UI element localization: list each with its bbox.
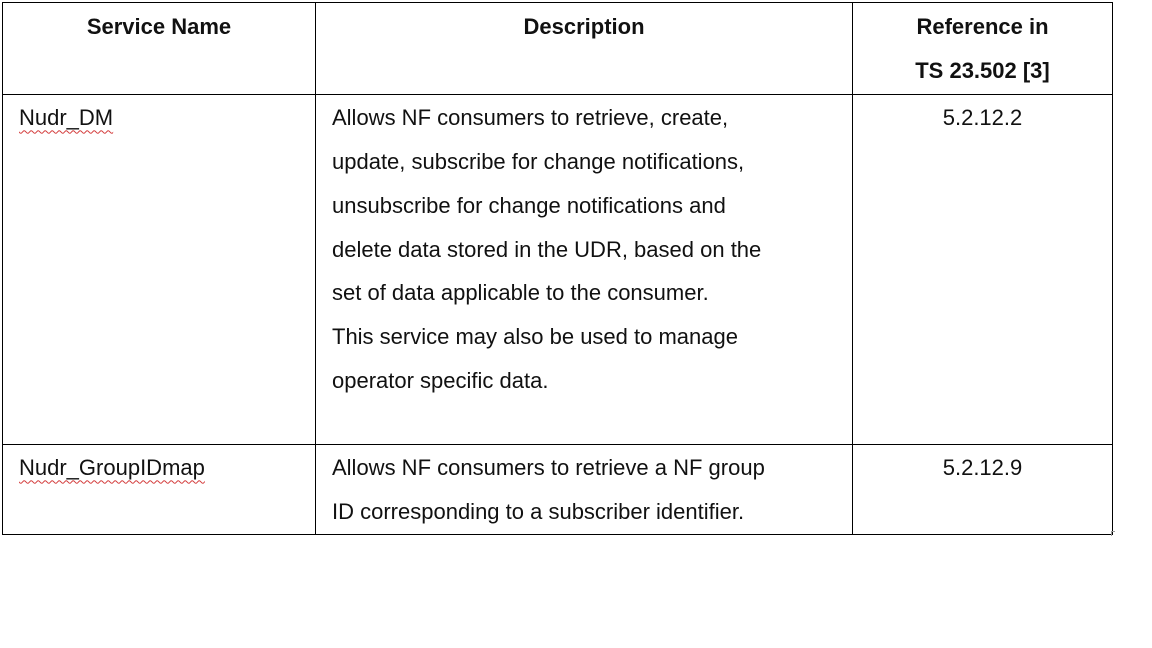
description-line: update, subscribe for change notifications,: [332, 149, 745, 175]
table-row: [3, 445, 1113, 534]
reference-cell: 5.2.12.2: [853, 95, 1113, 445]
header-description: Description: [316, 3, 853, 95]
service-name: Nudr_DM: [19, 105, 114, 131]
description-line: operator specific data.: [332, 367, 549, 393]
description-line: delete data stored in the UDR, based on the: [332, 236, 762, 262]
services-table: [2, 2, 1113, 535]
service-name: Nudr_GroupIDmap: [19, 455, 205, 481]
service-name-cell: [3, 445, 316, 534]
description-line: This service may also be used to manage: [332, 323, 738, 349]
description-cell: [316, 95, 853, 445]
description-line: Allows NF consumers to retrieve a NF group: [332, 455, 765, 481]
description-cell: [316, 445, 853, 534]
table-header-row: [3, 3, 1113, 95]
header-reference-line2: TS 23.502 [3]: [915, 57, 1050, 83]
table-row: [3, 95, 1113, 445]
description-line: unsubscribe for change notifications and: [332, 192, 726, 218]
header-reference: [853, 3, 1113, 95]
description-line: ID corresponding to a subscriber identifier.: [332, 499, 745, 525]
header-reference-line1: Reference in: [916, 14, 1049, 39]
description-line: set of data applicable to the consumer.: [332, 280, 709, 306]
table-end-mark: [1111, 531, 1115, 536]
reference-cell: 5.2.12.9: [853, 445, 1113, 534]
header-service-name: Service Name: [3, 3, 316, 95]
description-line: Allows NF consumers to retrieve, create,: [332, 105, 729, 131]
service-name-cell: [3, 95, 316, 445]
